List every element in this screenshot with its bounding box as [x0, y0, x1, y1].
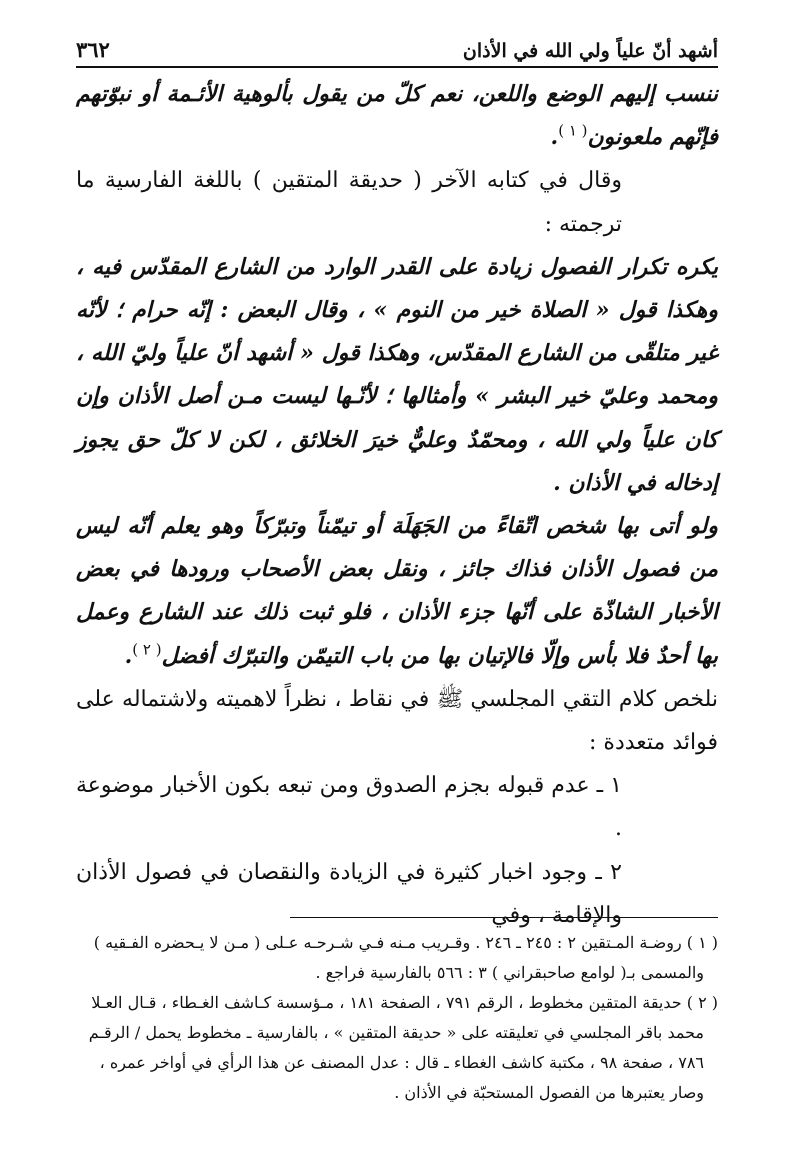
translated-quote-2-end: .	[124, 642, 133, 669]
main-text	[76, 73, 718, 937]
quote-continuation-text: ننسب إليهم الوضع واللعن، نعم كلّ من يقول بألوهية الأئـمة أو نبوّتهم فإنّهم ملعونون	[76, 81, 718, 151]
page-number: ٣٦٢	[76, 37, 110, 62]
intro-paragraph: وقال في كتابه الآخر ( حديقة المتقين ) باللغة الفارسية ما ترجمته :	[76, 168, 622, 237]
header-rule	[76, 66, 718, 68]
running-title: أشهد أنّ علياً ولي الله في الأذان	[462, 40, 718, 62]
point-1: ١ ـ عدم قبوله بجزم الصدوق ومن تبعه بكون الأخبار موضوعة .	[76, 773, 622, 842]
footnote-rule	[290, 917, 718, 918]
translated-quote-2	[76, 505, 718, 678]
footnotes	[76, 928, 718, 1108]
footnote-2-line-4: وصار يعتبرها من الفصول المستحبّة في الأذان .	[394, 1083, 704, 1102]
footnote-2-line-3: ٧٨٦ ، صفحة ٩٨ ، مكتبة كاشف الغطاء ـ قال : عدل المصنف عن هذا الرأي في أواخر عمره ،	[99, 1053, 704, 1072]
footnote-1-line-1: ( ١ ) روضـة المـتقين ٢ : ٢٤٥ ـ ٢٤٦ . وقـريب مـنه فـي شـرحـه عـلى ( مـن لا يـحضره الفـقيه )	[93, 933, 718, 952]
quote-continuation-end: .	[550, 124, 559, 151]
footnote-ref-1: ( ١ )	[558, 121, 588, 140]
footnote-ref-2: ( ٢ )	[132, 640, 162, 659]
footnote-2-line-1: ( ٢ ) حديقة المتقين مخطوط ، الرقم ٧٩١ ، الصفحة ١٨١ ، مـؤسسة كـاشف الغـطاء ، قـال العـلا	[91, 993, 718, 1012]
translated-quote-2-text: ولو أتى بها شخص اتّقاءً من الجَهَلَة أو تيمّناً وتبرّكاً وهو يعلم أنّه ليس من فصول الأذان فذاك جائز ، ونقل بعض الأصحاب ورودها في بعض الأخبار الشاذّة على أنّها جزء الأذان ، فلو ثبت ذلك عند الشارع وعمل بها أحدٌ فلا بأس وإلّا فالإتيان بها من باب التيمّن والتبرّك أفضل	[76, 513, 718, 669]
footnote-1-line-2: والمسمى بـ( لوامع صاحبقراني ) ٣ : ٥٦٦ بالفارسية فراجع .	[315, 963, 704, 982]
quote-continuation	[76, 73, 718, 159]
footnote-2-line-2: محمد باقر المجلسي في تعليقته على « حديقة المتقين » ، بالفارسية ـ مخطوط يحمل / الرقـم	[88, 1023, 704, 1042]
summary-paragraph: نلخص كلام التقي المجلسي ﷺ في نقاط ، نظراً لاهميته ولاشتماله على فوائد متعددة :	[76, 686, 718, 756]
point-2: ٢ ـ وجود اخبار كثيرة في الزيادة والنقصان في فصول الأذان والإقامة ، وفي	[76, 859, 622, 928]
translated-quote-1: يكره تكرار الفصول زيادة على القدر الوارد من الشارع المقدّس فيه ، وهكذا قول « الصلاة خير من النوم » ، وقال البعض : إنّه حرام ؛ لأنّه غير متلقّى من الشارع المقدّس، وهكذا قول « أشهد أنّ علياً وليّ الله ، ومحمد وعليّ خير البشر » وأمثالها ؛ لأنّـها ليست مـن أصل الأذان وإن كان علياً ولي الله ، ومحمّدٌ وعليٌّ خيرَ الخلائق ، لكن لا كلّ حق يجوز إدخاله في الأذان .	[76, 253, 718, 496]
page-header	[76, 30, 718, 62]
